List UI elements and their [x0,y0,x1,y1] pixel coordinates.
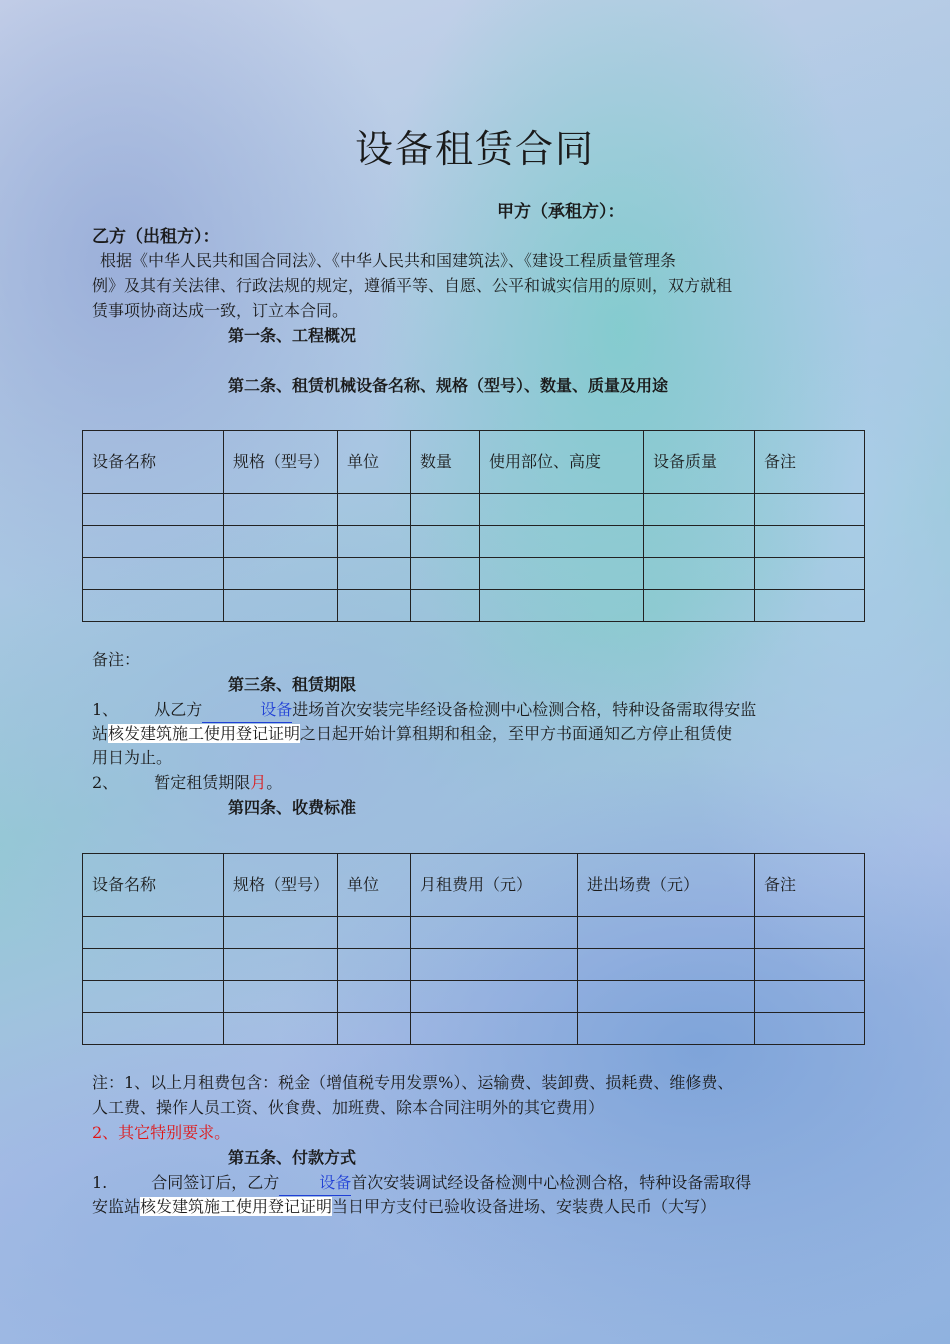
table-cell[interactable] [411,590,480,622]
table-cell[interactable] [411,526,480,558]
table-cell[interactable] [480,494,644,526]
table-cell[interactable] [755,494,865,526]
table-header-row [83,431,865,494]
table-cell[interactable] [224,981,338,1013]
table-cell[interactable] [755,917,865,949]
table-cell[interactable] [224,494,338,526]
item-text: 首次安装调试经设备检测中心检测合格，特种设备需取得 [351,1173,752,1192]
table-cell[interactable] [578,917,755,949]
item-text: 从乙方 [154,700,203,719]
table-cell[interactable] [411,1013,578,1045]
table-header-cell: 数量 [411,431,480,494]
table-row [83,981,865,1013]
party-a-label: 甲方（承租方）： [497,202,625,222]
article-5-heading: 第五条、付款方式 [228,1148,357,1167]
table-cell[interactable] [83,494,224,526]
article-3-heading: 第三条、租赁期限 [228,675,357,694]
article-3-item-2 [92,771,282,795]
table-header-cell: 月租费用（元） [411,854,578,917]
document-title: 设备租赁合同 [354,127,595,171]
table-cell[interactable] [83,949,224,981]
table-cell[interactable] [224,558,338,590]
table-header-cell: 单位 [338,431,411,494]
item-text: 站 [92,724,109,743]
equipment-link[interactable]: 设备 [279,1171,351,1196]
table-cell[interactable] [83,1013,224,1045]
item-text: 安监站 [92,1197,141,1216]
table-header-cell: 使用部位、高度 [480,431,644,494]
article-3-item-1-line-2 [92,722,732,746]
item-number: 1、 [92,700,119,719]
table-cell[interactable] [411,494,480,526]
table-cell[interactable] [83,558,224,590]
table-cell[interactable] [83,590,224,622]
remark-label: 备注： [92,650,141,669]
table-row [83,917,865,949]
highlighted-text: 核发建筑施工使用登记证明 [140,1197,333,1216]
fee-note-line-1: 注：1、以上月租费包含：税金（增值税专用发票%）、运输费、装卸费、损耗费、维修费、 [92,1073,734,1092]
article-3-item-1-line-3: 用日为止。 [92,748,173,767]
table-cell[interactable] [644,558,755,590]
table-cell[interactable] [644,590,755,622]
table-cell[interactable] [755,590,865,622]
table-cell[interactable] [224,949,338,981]
article-5-item-1 [92,1171,751,1196]
preamble-line-2: 例》及其有关法律、行政法规的规定，遵循平等、自愿、公平和诚实信用的原则，双方就租 [92,276,733,295]
table-row [83,949,865,981]
table-header-cell: 备注 [755,854,865,917]
table-cell[interactable] [338,590,411,622]
table-cell[interactable] [755,1013,865,1045]
table-cell[interactable] [338,558,411,590]
table-cell[interactable] [644,494,755,526]
preamble-line-3: 赁事项协商达成一致，订立本合同。 [92,301,349,320]
table-cell[interactable] [224,917,338,949]
table-row [83,590,865,622]
table-row [83,558,865,590]
table-header-row [83,854,865,917]
table-cell[interactable] [411,949,578,981]
table-cell[interactable] [411,981,578,1013]
red-text: 月 [250,773,267,792]
equipment-table [82,430,865,622]
table-header-cell: 设备质量 [644,431,755,494]
table-cell[interactable] [338,494,411,526]
table-cell[interactable] [338,981,411,1013]
table-cell[interactable] [224,590,338,622]
table-cell[interactable] [83,917,224,949]
special-requirements: 2、其它特别要求。 [92,1123,231,1142]
fee-note-line-2: 人工费、操作人员工资、伙食费、加班费、除本合同注明外的其它费用） [92,1098,605,1117]
table-header-cell: 单位 [338,854,411,917]
table-cell[interactable] [755,526,865,558]
table-cell[interactable] [755,981,865,1013]
table-cell[interactable] [578,981,755,1013]
item-text: 。 [266,773,283,792]
table-header-cell: 设备名称 [83,854,224,917]
table-cell[interactable] [480,558,644,590]
article-3-item-1 [92,698,756,723]
table-header-cell: 规格（型号） [224,854,338,917]
table-cell[interactable] [755,949,865,981]
table-cell[interactable] [480,590,644,622]
table-row [83,1013,865,1045]
table-cell[interactable] [338,526,411,558]
article-5-item-1-line-2 [92,1195,716,1219]
table-cell[interactable] [338,917,411,949]
item-text: 暂定租赁期限 [154,773,251,792]
equipment-link[interactable]: 设备 [202,698,292,723]
table-cell[interactable] [411,558,480,590]
table-header-cell: 进出场费（元） [578,854,755,917]
table-cell[interactable] [480,526,644,558]
table-cell[interactable] [224,526,338,558]
article-2-heading: 第二条、租赁机械设备名称、规格（型号）、数量、质量及用途 [228,376,669,395]
table-header-cell: 备注 [755,431,865,494]
item-text: 进场首次安装完毕经设备检测中心检测合格，特种设备需取得安监 [292,700,757,719]
preamble-line-1: 根据《中华人民共和国合同法》、《中华人民共和国建筑法》、《建设工程质量管理条 [100,251,677,270]
table-cell[interactable] [578,949,755,981]
table-cell[interactable] [755,558,865,590]
item-text: 当日甲方支付已验收设备进场、安装费人民币（大写） [332,1197,717,1216]
table-cell[interactable] [83,526,224,558]
table-cell[interactable] [224,1013,338,1045]
table-cell[interactable] [338,1013,411,1045]
table-cell[interactable] [83,981,224,1013]
item-number: 2、 [92,773,119,792]
article-1-heading: 第一条、工程概况 [228,326,357,345]
table-header-cell: 设备名称 [83,431,224,494]
party-b-label: 乙方（出租方）： [92,227,220,247]
table-cell[interactable] [338,949,411,981]
table-header-cell: 规格（型号） [224,431,338,494]
item-text: 之日起开始计算租期和租金，至甲方书面通知乙方停止租赁使 [300,724,733,743]
table-row [83,526,865,558]
table-cell[interactable] [578,1013,755,1045]
item-text: 合同签订后，乙方 [151,1173,280,1192]
table-cell[interactable] [644,526,755,558]
highlighted-text: 核发建筑施工使用登记证明 [108,724,301,743]
table-row [83,494,865,526]
article-4-heading: 第四条、收费标准 [228,798,357,817]
table-cell[interactable] [411,917,578,949]
item-number: 1. [92,1173,108,1192]
fee-table [82,853,865,1045]
